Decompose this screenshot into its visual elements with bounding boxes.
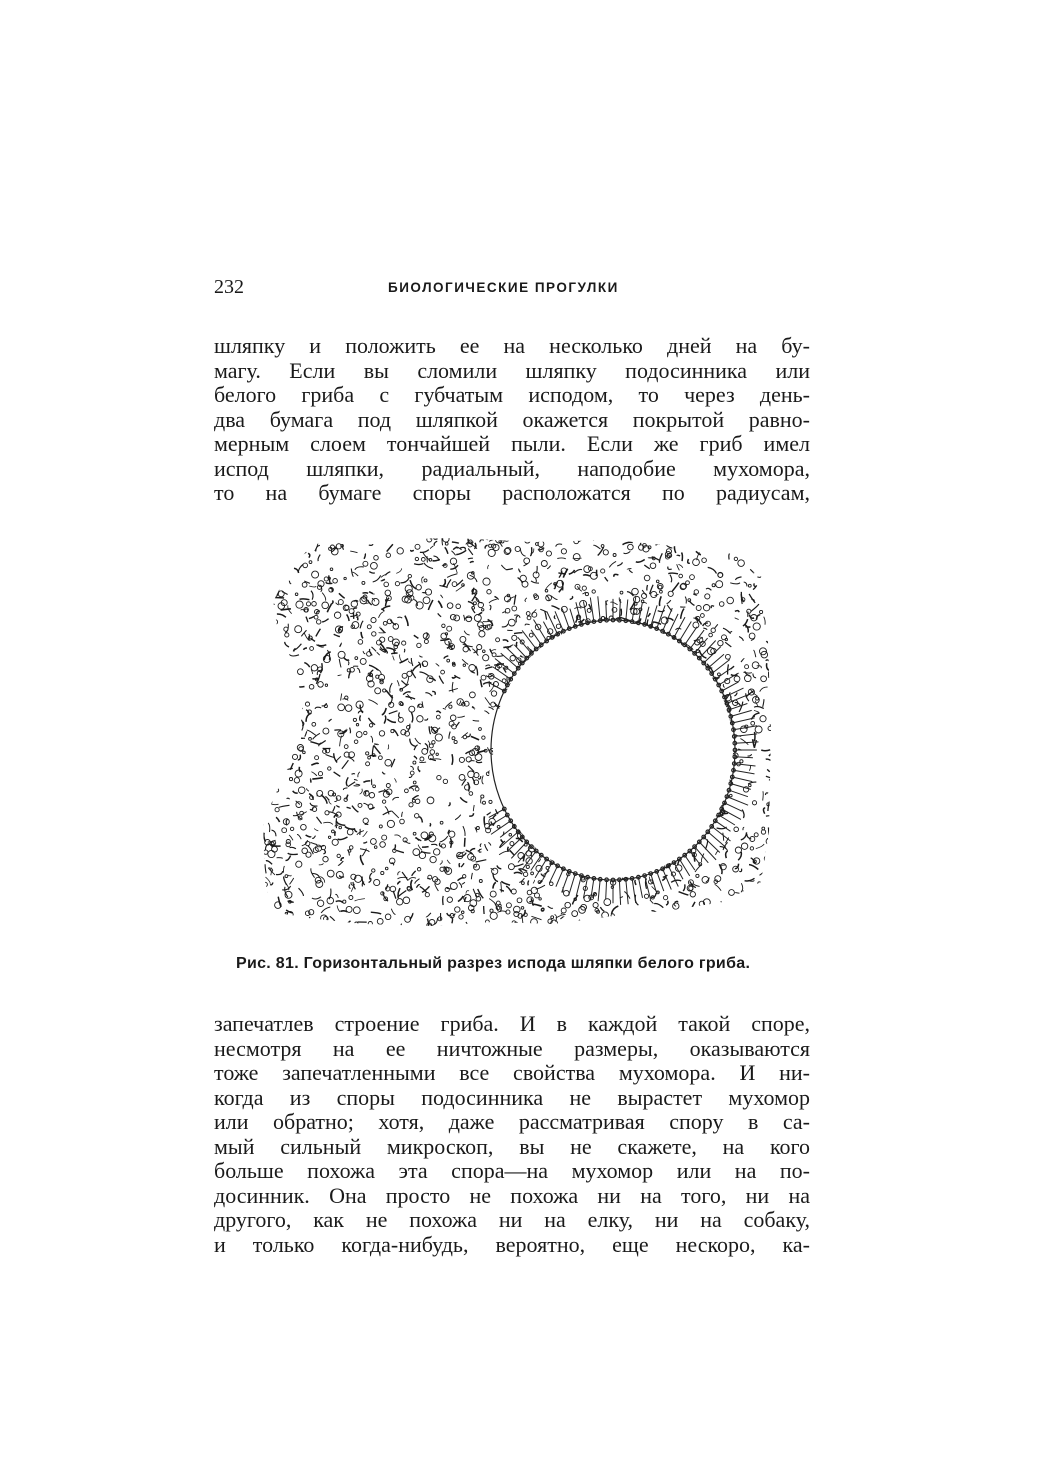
text-line: или обратно; хотя, даже рассматривая спору в са- (214, 1109, 810, 1134)
text-line: два бумага под шляпкой окажется покрытой равно- (214, 406, 810, 432)
text-line: мый сильный микроскоп, вы не скажете, на кого (214, 1133, 810, 1159)
page-number: 232 (214, 276, 244, 298)
text-line: тоже запечатленными все свойства мухомора. И ни- (214, 1060, 810, 1085)
figure-caption: Рис. 81. Горизонтальный разрез испода шляпки белого гриба. (236, 955, 751, 972)
text-line: запечатлев строение гриба. И в каждой такой споре, (214, 1011, 810, 1036)
text-line: мерным слоем тончайшей пыли. Если же гриб имел (214, 431, 810, 456)
text-line: магу. Если вы сломили шляпку подосинника или (214, 357, 810, 383)
text-line: белого гриба с губчатым исподом, то через день- (214, 382, 810, 407)
top-paragraph (214, 334, 810, 506)
text-line: испод шляпки, радиальный, наподобие мухомора, (214, 455, 810, 481)
figure-81 (253, 532, 783, 932)
text-line: когда из споры подосинника не вырастет мухомор (214, 1084, 810, 1110)
text-line: и только когда-нибудь, вероятно, еще нескоро, ка- (214, 1231, 810, 1257)
text-line: то на бумаге споры расположатся по радиусам, (214, 480, 810, 505)
text-line: несмотря на ее ничтожные размеры, оказываются (214, 1035, 810, 1061)
text-line: другого, как не похожа ни на елку, ни на собаку, (214, 1207, 810, 1232)
page-header (214, 276, 814, 300)
running-title: БИОЛОГИЧЕСКИЕ ПРОГУЛКИ (388, 280, 619, 295)
text-line: досинник. Она просто не похожа ни на того, ни на (214, 1182, 810, 1208)
spore-tissue-illustration (253, 532, 783, 932)
text-line: больше похожа эта спора—на мухомор или на по- (214, 1158, 810, 1183)
text-line: шляпку и положить ее на несколько дней на бу- (214, 333, 810, 358)
bottom-paragraph (214, 1012, 810, 1257)
